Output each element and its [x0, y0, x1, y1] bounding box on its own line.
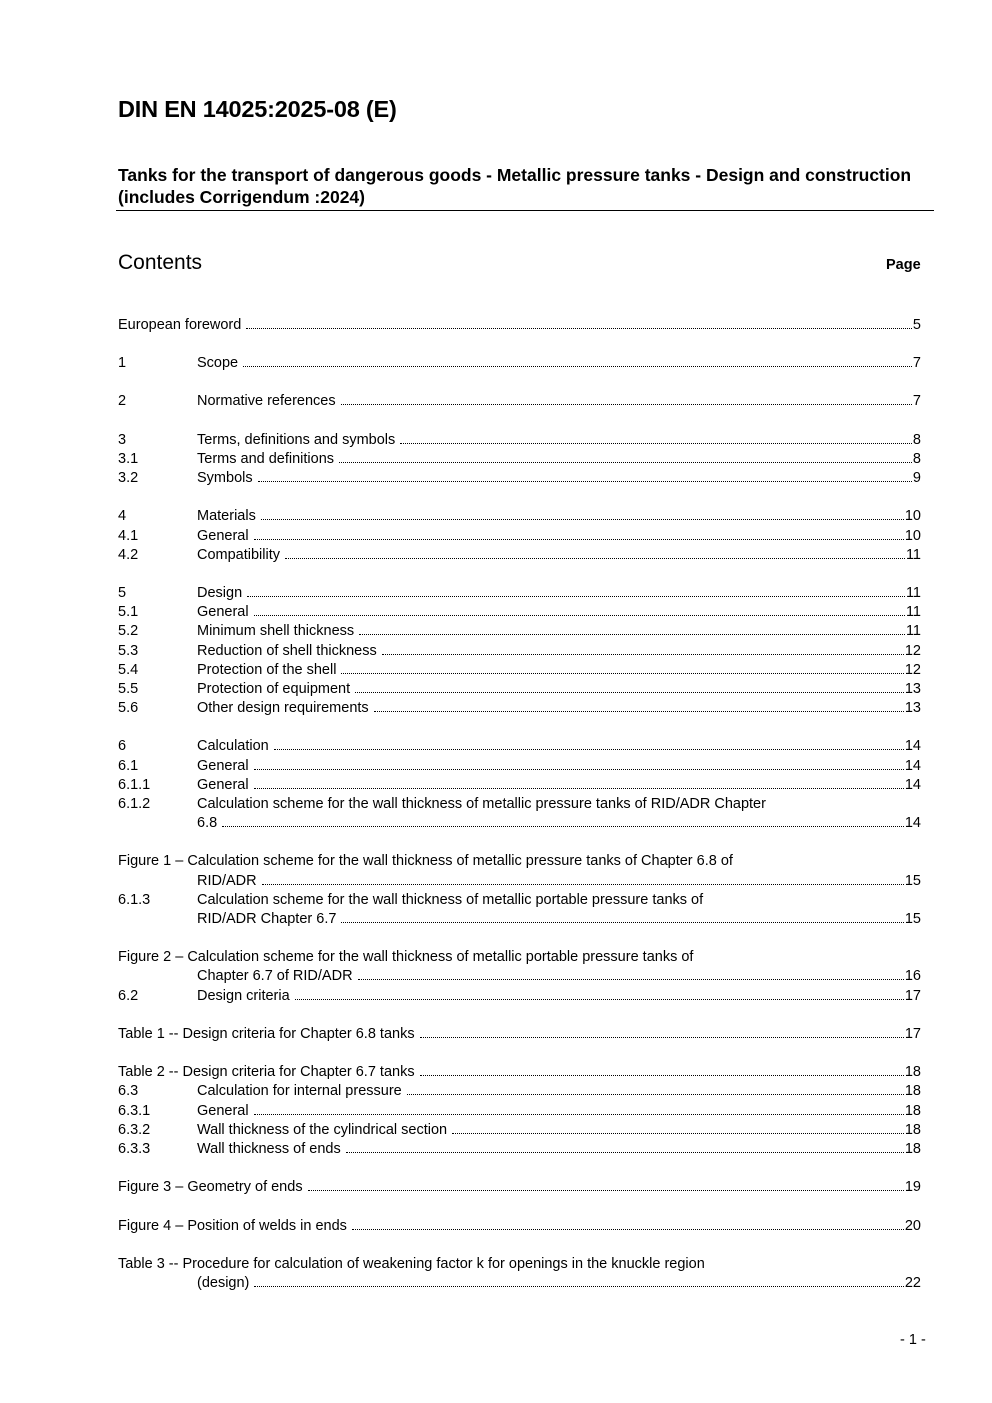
- toc-entry[interactable]: [118, 757, 921, 775]
- leader-dots: [262, 884, 904, 885]
- leader-dots: [341, 673, 903, 674]
- toc-entry-text: Design criteria: [197, 988, 290, 1004]
- toc-entry-number: 6.2: [118, 988, 139, 1004]
- toc-entry-text: Table 2 -- Design criteria for Chapter 6.7 tanks: [118, 1064, 415, 1080]
- toc-entry-page: 15: [904, 873, 921, 889]
- toc-entry-text: Terms and definitions: [197, 451, 335, 467]
- toc-entry-continuation[interactable]: [197, 910, 921, 928]
- toc-entry-page: 5: [912, 317, 921, 333]
- leader-dots: [258, 481, 912, 482]
- toc-entry-figure[interactable]: [118, 948, 921, 966]
- toc-entry-page: 12: [904, 662, 921, 678]
- toc-entry[interactable]: [118, 431, 921, 449]
- toc-entry-page: 12: [904, 643, 921, 659]
- toc-entry-page: 10: [904, 528, 921, 544]
- toc-entry-page: 11: [905, 547, 921, 563]
- toc-entry-page: 7: [912, 355, 921, 371]
- toc-entry-page: 7: [912, 393, 921, 409]
- leader-dots: [341, 922, 903, 923]
- toc-entry-number: 5.5: [118, 681, 139, 697]
- toc-entry-text: European foreword: [118, 317, 242, 333]
- toc-entry-text: General: [197, 758, 249, 774]
- leader-dots: [254, 615, 905, 616]
- leader-dots: [346, 1152, 904, 1153]
- toc-entry-number: 6.3.2: [118, 1122, 151, 1138]
- leader-dots: [452, 1133, 904, 1134]
- toc-entry-text: Wall thickness of the cylindrical section: [197, 1122, 448, 1138]
- leader-dots: [341, 404, 912, 405]
- toc-entry-text: General: [197, 604, 249, 620]
- title-divider: [116, 210, 934, 211]
- toc-entry[interactable]: [118, 661, 921, 679]
- toc-entry-foreword[interactable]: [118, 316, 921, 334]
- toc-entry[interactable]: [118, 507, 921, 525]
- toc-entry-text: Protection of the shell: [197, 662, 337, 678]
- leader-dots: [308, 1190, 904, 1191]
- toc-entry-number: 6.1: [118, 758, 139, 774]
- toc-entry-number: 5.2: [118, 623, 139, 639]
- leader-dots: [254, 788, 904, 789]
- toc-entry-text: Design: [197, 585, 243, 601]
- toc-entry-page: 14: [904, 758, 921, 774]
- toc-entry-text-continued: RID/ADR Chapter 6.7: [197, 911, 337, 927]
- toc-entry-text: Figure 4 – Position of welds in ends: [118, 1218, 347, 1234]
- toc-entry-number: 6: [118, 738, 127, 754]
- toc-entry-page: 18: [904, 1141, 921, 1157]
- toc-entry-text: Figure 2 – Calculation scheme for the wall thickness of metallic portable pressure tanks of: [118, 949, 694, 965]
- toc-entry-figure[interactable]: [118, 1217, 921, 1235]
- toc-entry-number: 6.1.2: [118, 796, 151, 812]
- leader-dots: [295, 999, 904, 1000]
- leader-dots: [254, 1286, 903, 1287]
- toc-entry-number: 3: [118, 432, 127, 448]
- toc-entry-page: 11: [905, 585, 921, 601]
- toc-entry[interactable]: [118, 603, 921, 621]
- toc-entry-text: Calculation for internal pressure: [197, 1083, 402, 1099]
- toc-entry-text: Terms, definitions and symbols: [197, 432, 396, 448]
- toc-entry-page: 10: [904, 508, 921, 524]
- leader-dots: [407, 1094, 904, 1095]
- toc-entry[interactable]: [118, 527, 921, 545]
- toc-entry[interactable]: [118, 1082, 921, 1100]
- toc-entry[interactable]: [118, 392, 921, 410]
- leader-dots: [254, 1114, 904, 1115]
- toc-entry-page: 9: [912, 470, 921, 486]
- toc-entry-text: Wall thickness of ends: [197, 1141, 341, 1157]
- toc-entry-page: 8: [912, 451, 921, 467]
- toc-entry-number: 3.2: [118, 470, 139, 486]
- toc-entry-figure[interactable]: [118, 852, 921, 870]
- toc-entry[interactable]: [118, 699, 921, 717]
- leader-dots: [358, 979, 904, 980]
- toc-entry-page: 15: [904, 911, 921, 927]
- toc-entry-text: Calculation: [197, 738, 269, 754]
- toc-entry-page: 11: [905, 623, 921, 639]
- leader-dots: [246, 328, 912, 329]
- page-column-heading: Page: [886, 257, 921, 273]
- leader-dots: [254, 539, 904, 540]
- toc-entry-text: Table 1 -- Design criteria for Chapter 6.8 tanks: [118, 1026, 415, 1042]
- toc-entry-continuation[interactable]: [197, 1274, 921, 1292]
- toc-entry-text: Figure 1 – Calculation scheme for the wall thickness of metallic pressure tanks of Chapter 6.8 of: [118, 853, 733, 869]
- toc-entry-page: 13: [904, 700, 921, 716]
- toc-entry[interactable]: [118, 622, 921, 640]
- toc-entry-page: 13: [904, 681, 921, 697]
- toc-entry-text: General: [197, 528, 249, 544]
- toc-entry-text: General: [197, 1103, 249, 1119]
- toc-entry-number: 4: [118, 508, 127, 524]
- toc-entry-text: Reduction of shell thickness: [197, 643, 377, 659]
- leader-dots: [359, 634, 905, 635]
- toc-entry-number: 5.6: [118, 700, 139, 716]
- toc-entry-text: Symbols: [197, 470, 253, 486]
- toc-entry-number: 4.2: [118, 547, 139, 563]
- toc-entry-page: 18: [904, 1122, 921, 1138]
- toc-entry[interactable]: [118, 584, 921, 602]
- toc-entry-number: 6.1.3: [118, 892, 151, 908]
- toc-entry-number: 5.3: [118, 643, 139, 659]
- leader-dots: [247, 596, 905, 597]
- toc-entry-text-continued: Chapter 6.7 of RID/ADR: [197, 968, 353, 984]
- leader-dots: [374, 711, 904, 712]
- toc-entry-continuation[interactable]: [197, 872, 921, 890]
- toc-entry[interactable]: [118, 987, 921, 1005]
- leader-dots: [339, 462, 912, 463]
- page-number-footer: - 1 -: [900, 1332, 926, 1348]
- toc-entry-number: 3.1: [118, 451, 139, 467]
- toc-entry[interactable]: [118, 546, 921, 564]
- toc-entry[interactable]: [118, 795, 921, 813]
- toc-entry-text-continued: (design): [197, 1275, 250, 1291]
- toc-entry-number: 6.1.1: [118, 777, 151, 793]
- toc-entry-page: 14: [904, 777, 921, 793]
- toc-entry-text: Figure 3 – Geometry of ends: [118, 1179, 303, 1195]
- leader-dots: [243, 366, 912, 367]
- leader-dots: [261, 519, 904, 520]
- toc-entry-number: 6.3.1: [118, 1103, 151, 1119]
- leader-dots: [355, 692, 904, 693]
- toc-entry[interactable]: [118, 354, 921, 372]
- toc-entry-text: Minimum shell thickness: [197, 623, 355, 639]
- contents-heading: Contents: [118, 251, 203, 274]
- toc-entry-text: Normative references: [197, 393, 336, 409]
- toc-entry-page: 17: [904, 988, 921, 1004]
- leader-dots: [382, 654, 904, 655]
- toc-entry-page: 22: [904, 1275, 921, 1291]
- toc-entry-page: 17: [904, 1026, 921, 1042]
- toc-entry-text: General: [197, 777, 249, 793]
- toc-entry-page: 11: [905, 604, 921, 620]
- leader-dots: [222, 826, 904, 827]
- toc-entry-number: 1: [118, 355, 127, 371]
- toc-entry-text-continued: 6.8: [197, 815, 218, 831]
- toc-entry-text-continued: RID/ADR: [197, 873, 257, 889]
- toc-entry[interactable]: [118, 891, 921, 909]
- toc-entry[interactable]: [118, 1140, 921, 1158]
- leader-dots: [400, 443, 912, 444]
- toc-entry-text: Table 3 -- Procedure for calculation of weakening factor k for openings in the knuckle region: [118, 1256, 705, 1272]
- leader-dots: [420, 1075, 904, 1076]
- toc-entry-table[interactable]: [118, 1025, 921, 1043]
- toc-entry-page: 19: [904, 1179, 921, 1195]
- toc-entry-text: Scope: [197, 355, 239, 371]
- toc-entry-number: 6.3: [118, 1083, 139, 1099]
- toc-entry-number: 5.1: [118, 604, 139, 620]
- document-title: DIN EN 14025:2025-08 (E): [118, 96, 397, 122]
- toc-entry-table[interactable]: [118, 1255, 921, 1273]
- toc-entry-page: 8: [912, 432, 921, 448]
- leader-dots: [420, 1037, 904, 1038]
- leader-dots: [352, 1229, 904, 1230]
- toc-entry-text: Other design requirements: [197, 700, 369, 716]
- toc-entry-text: Protection of equipment: [197, 681, 351, 697]
- leader-dots: [254, 769, 904, 770]
- toc-entry-text: Calculation scheme for the wall thickness of metallic pressure tanks of RID/ADR Chapter: [197, 796, 766, 812]
- leader-dots: [285, 558, 905, 559]
- toc-entry-continuation[interactable]: [197, 814, 921, 832]
- toc-entry-text: Materials: [197, 508, 256, 524]
- toc-entry-figure[interactable]: [118, 1178, 921, 1196]
- toc-entry-number: 4.1: [118, 528, 139, 544]
- toc-entry[interactable]: [118, 1102, 921, 1120]
- toc-entry[interactable]: [118, 469, 921, 487]
- toc-entry-table[interactable]: [118, 1063, 921, 1081]
- toc-entry[interactable]: [118, 680, 921, 698]
- toc-entry-number: 2: [118, 393, 127, 409]
- leader-dots: [274, 749, 904, 750]
- toc-entry-text: Calculation scheme for the wall thickness of metallic portable pressure tanks of: [197, 892, 704, 908]
- toc-entry[interactable]: [118, 642, 921, 660]
- toc-entry[interactable]: [118, 776, 921, 794]
- toc-entry-page: 14: [904, 738, 921, 754]
- toc-entry[interactable]: [118, 1121, 921, 1139]
- toc-entry-page: 18: [904, 1103, 921, 1119]
- toc-entry-page: 14: [904, 815, 921, 831]
- toc-entry-continuation[interactable]: [197, 967, 921, 985]
- toc-entry-text: Compatibility: [197, 547, 280, 563]
- toc-entry[interactable]: [118, 450, 921, 468]
- toc-entry-number: 5.4: [118, 662, 139, 678]
- toc-entry-page: 18: [904, 1083, 921, 1099]
- document-subtitle: Tanks for the transport of dangerous goods - Metallic pressure tanks - Design and construction (includes Corrigendum :2024): [118, 165, 912, 207]
- toc-entry[interactable]: [118, 737, 921, 755]
- toc-entry-page: 18: [904, 1064, 921, 1080]
- toc-entry-page: 16: [904, 968, 921, 984]
- toc-entry-number: 6.3.3: [118, 1141, 151, 1157]
- toc-entry-number: 5: [118, 585, 127, 601]
- toc-entry-page: 20: [904, 1218, 921, 1234]
